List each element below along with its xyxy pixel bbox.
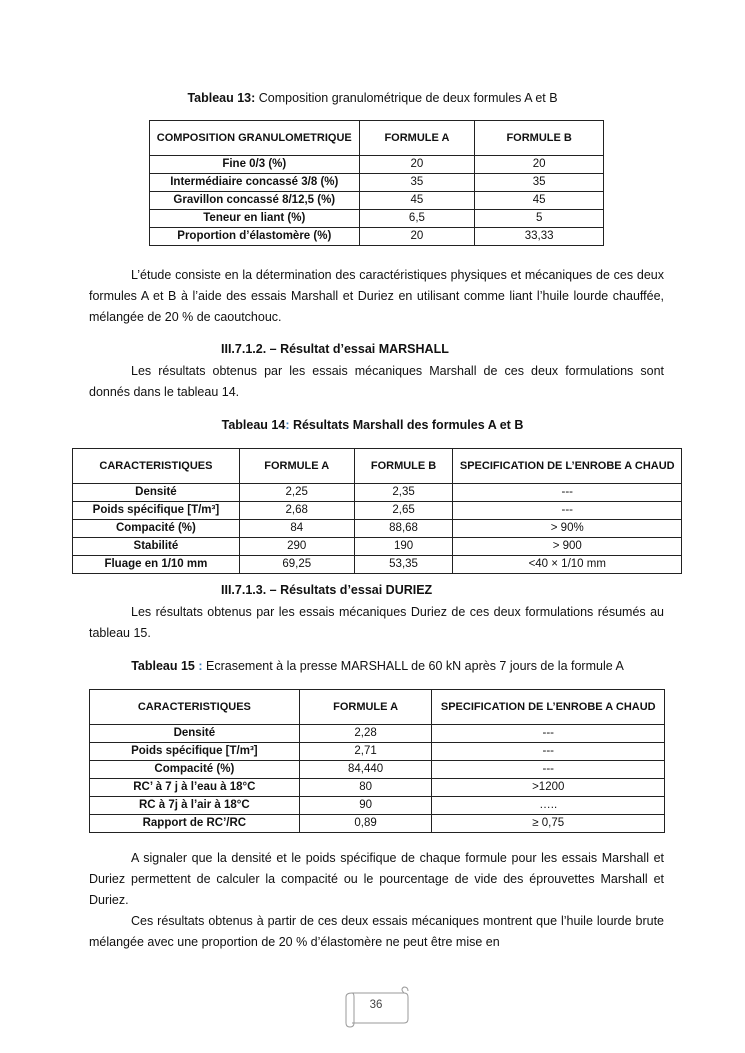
- row-label: Poids spécifique [T/m³]: [90, 743, 300, 761]
- table13: [149, 120, 604, 246]
- row-label: Rapport de RC’/RC: [90, 815, 300, 833]
- cell: 53,35: [354, 556, 453, 574]
- caption-label: Tableau 13:: [187, 91, 256, 105]
- header-cell: FORMULE B: [475, 121, 604, 156]
- cell: 5: [475, 210, 604, 228]
- table-row: [150, 210, 604, 228]
- cell: ---: [432, 725, 665, 743]
- table-row: [73, 502, 682, 520]
- table-row: [73, 520, 682, 538]
- paragraph-text: Les résultats obtenus par les essais mécaniques Marshall de ces deux formulations sont donnés dans le tableau 14.: [89, 364, 664, 399]
- header-cell: FORMULE A: [299, 690, 432, 725]
- header-cell: FORMULE A: [359, 121, 475, 156]
- cell: 69,25: [239, 556, 354, 574]
- page-number-scroll: [342, 985, 410, 1029]
- cell: ≥ 0,75: [432, 815, 665, 833]
- paragraph-text: A signaler que la densité et le poids spécifique de chaque formule pour les essais Marshall et Duriez permettent de calculer la compacité ou le pourcentage de vide des éprouvettes Marshall et Duriez.: [89, 851, 664, 907]
- table14-caption: [0, 418, 745, 432]
- header-cell: SPECIFICATION DE L’ENROBE A CHAUD: [432, 690, 665, 725]
- cell: 84: [239, 520, 354, 538]
- row-label: Intermédiaire concassé 3/8 (%): [150, 174, 360, 192]
- cell: …..: [432, 797, 665, 815]
- paragraph: [89, 602, 664, 644]
- cell: 20: [359, 228, 475, 246]
- cell: 2,28: [299, 725, 432, 743]
- header-cell: FORMULE B: [354, 449, 453, 484]
- header-cell: FORMULE A: [239, 449, 354, 484]
- cell: >1200: [432, 779, 665, 797]
- table-row: [90, 743, 665, 761]
- cell: 88,68: [354, 520, 453, 538]
- row-label: Fluage en 1/10 mm: [73, 556, 240, 574]
- cell: 20: [475, 156, 604, 174]
- row-label: Poids spécifique [T/m³]: [73, 502, 240, 520]
- cell: 2,71: [299, 743, 432, 761]
- table-row: [73, 484, 682, 502]
- caption-text: Résultats Marshall des formules A et B: [289, 418, 524, 432]
- cell: 45: [475, 192, 604, 210]
- caption-text: Composition granulométrique de deux formules A et B: [255, 91, 558, 105]
- table-row: [150, 156, 604, 174]
- row-label: Gravillon concassé 8/12,5 (%): [150, 192, 360, 210]
- row-label: Compacité (%): [90, 761, 300, 779]
- row-label: RC’ à 7 j à l’eau à 18°C: [90, 779, 300, 797]
- row-label: Compacité (%): [73, 520, 240, 538]
- row-label: Fine 0/3 (%): [150, 156, 360, 174]
- header-cell: SPECIFICATION DE L’ENROBE A CHAUD: [453, 449, 682, 484]
- cell: ---: [432, 761, 665, 779]
- table-header-row: [90, 690, 665, 725]
- section-heading-duriez: III.7.1.3. – Résultats d’essai DURIEZ: [221, 583, 433, 597]
- paragraph: [89, 265, 664, 328]
- cell: 0,89: [299, 815, 432, 833]
- cell: 2,35: [354, 484, 453, 502]
- row-label: Teneur en liant (%): [150, 210, 360, 228]
- cell: ---: [453, 484, 682, 502]
- row-label: Densité: [73, 484, 240, 502]
- table-row: [90, 797, 665, 815]
- table-header-row: [150, 121, 604, 156]
- cell: 90: [299, 797, 432, 815]
- table-row: [90, 779, 665, 797]
- table15: [89, 689, 665, 833]
- paragraph: [89, 361, 664, 403]
- paragraph-text: L’étude consiste en la détermination des caractéristiques physiques et mécaniques de ces deux formules A et B à l’aide des essais Marshall et Duriez en utilisant comme liant l’huile lourde chauffée, mélangée de 20 % de caoutchouc.: [89, 268, 664, 324]
- table15-caption: [0, 659, 745, 673]
- cell: 6,5: [359, 210, 475, 228]
- table-row: [150, 192, 604, 210]
- cell: > 90%: [453, 520, 682, 538]
- caption-separator: :: [285, 418, 290, 432]
- row-label: RC à 7j à l’air à 18°C: [90, 797, 300, 815]
- cell: 45: [359, 192, 475, 210]
- cell: 35: [475, 174, 604, 192]
- paragraph-text: Les résultats obtenus par les essais mécaniques Duriez de ces deux formulations résumés au tableau 15.: [89, 605, 664, 640]
- table-row: [73, 538, 682, 556]
- cell: 80: [299, 779, 432, 797]
- header-cell: CARACTERISTIQUES: [90, 690, 300, 725]
- cell: 2,25: [239, 484, 354, 502]
- table-header-row: [73, 449, 682, 484]
- cell: <40 × 1/10 mm: [453, 556, 682, 574]
- cell: 190: [354, 538, 453, 556]
- cell: 290: [239, 538, 354, 556]
- caption-label: Tableau 15: [131, 659, 195, 673]
- cell: 84,440: [299, 761, 432, 779]
- table-row: [90, 725, 665, 743]
- header-cell: CARACTERISTIQUES: [73, 449, 240, 484]
- paragraph: [89, 911, 664, 953]
- paragraph: [89, 848, 664, 911]
- paragraph-text: Ces résultats obtenus à partir de ces deux essais mécaniques montrent que l’huile lourde brute mélangée avec une proportion de 20 % d’élastomère ne peut être mise en: [89, 914, 664, 949]
- table-row: [90, 815, 665, 833]
- caption-label: Tableau 14: [221, 418, 286, 432]
- section-heading-marshall: III.7.1.2. – Résultat d’essai MARSHALL: [221, 342, 449, 356]
- cell: 2,68: [239, 502, 354, 520]
- cell: > 900: [453, 538, 682, 556]
- table13-caption: [0, 91, 745, 105]
- row-label: Stabilité: [73, 538, 240, 556]
- cell: ---: [432, 743, 665, 761]
- table-row: [73, 556, 682, 574]
- table-row: [150, 174, 604, 192]
- header-cell: COMPOSITION GRANULOMETRIQUE: [150, 121, 360, 156]
- page-number: 36: [369, 999, 383, 1011]
- table-row: [90, 761, 665, 779]
- row-label: Proportion d’élastomère (%): [150, 228, 360, 246]
- cell: ---: [453, 502, 682, 520]
- cell: 20: [359, 156, 475, 174]
- table-row: [150, 228, 604, 246]
- caption-separator: :: [194, 659, 203, 673]
- row-label: Densité: [90, 725, 300, 743]
- cell: 2,65: [354, 502, 453, 520]
- cell: 33,33: [475, 228, 604, 246]
- cell: 35: [359, 174, 475, 192]
- caption-text: Ecrasement à la presse MARSHALL de 60 kN après 7 jours de la formule A: [202, 659, 624, 673]
- table14: [72, 448, 682, 574]
